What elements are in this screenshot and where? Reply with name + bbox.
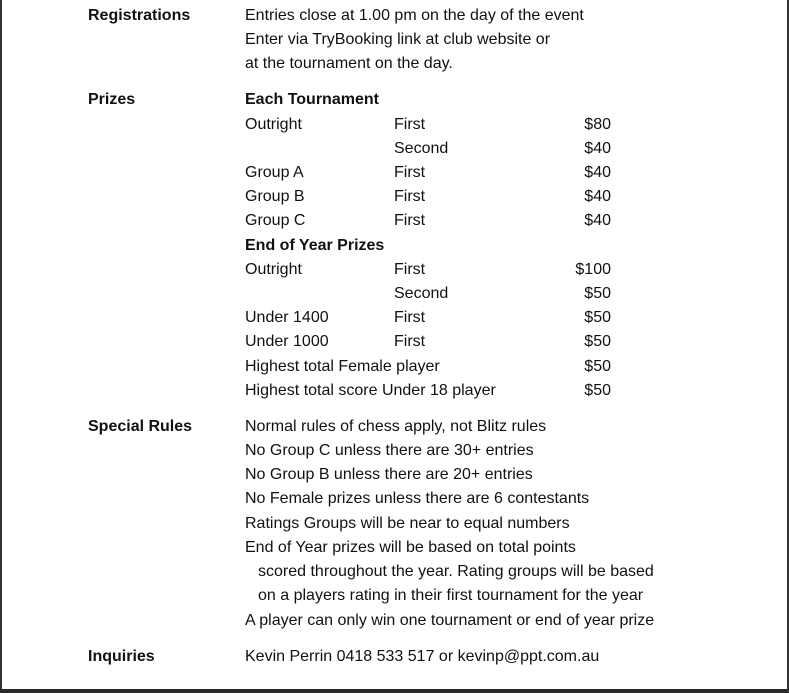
rule-line: Ratings Groups will be near to equal numbers (245, 515, 570, 532)
prize-category: Outright (245, 261, 302, 278)
prize-place: First (394, 309, 426, 326)
end-of-year-heading: End of Year Prizes (245, 237, 385, 254)
prize-place: First (394, 212, 426, 229)
rule-line: A player can only win one tournament or end of year prize (245, 612, 655, 629)
rule-line: Normal rules of chess apply, not Blitz rules (245, 418, 547, 435)
rule-line: No Group C unless there are 30+ entries (245, 442, 534, 459)
special-rules-label: Special Rules (88, 418, 193, 435)
registrations-line: Enter via TryBooking link at club website or (245, 31, 551, 48)
prize-amount: $50 (584, 358, 611, 375)
registrations-line: Entries close at 1.00 pm on the day of the event (245, 7, 584, 24)
prize-place: First (394, 333, 426, 350)
prize-amount: $50 (584, 309, 611, 326)
page-border-left (0, 0, 2, 693)
prize-amount: $40 (584, 188, 611, 205)
prize-amount: $40 (584, 212, 611, 229)
prize-category: Under 1000 (245, 333, 329, 350)
prize-place: First (394, 164, 426, 181)
rule-line: End of Year prizes will be based on total points (245, 539, 576, 556)
prize-place: First (394, 116, 426, 133)
prize-category: Group B (245, 188, 305, 205)
each-tournament-heading: Each Tournament (245, 91, 379, 108)
rule-line: No Group B unless there are 20+ entries (245, 466, 533, 483)
prize-category: Under 1400 (245, 309, 329, 326)
prize-amount: $50 (584, 333, 611, 350)
prize-category: Highest total score Under 18 player (245, 382, 496, 399)
prize-place: Second (394, 140, 449, 157)
prize-amount: $80 (584, 116, 611, 133)
inquiries-label: Inquiries (88, 648, 155, 665)
prizes-label: Prizes (88, 91, 136, 108)
prize-amount: $100 (575, 261, 611, 278)
prize-amount: $50 (584, 382, 611, 399)
prize-place: First (394, 188, 426, 205)
registrations-line: at the tournament on the day. (245, 55, 453, 72)
page-border-bottom (0, 689, 789, 693)
prize-category: Highest total Female player (245, 358, 440, 375)
prize-amount: $50 (584, 285, 611, 302)
prize-amount: $40 (584, 164, 611, 181)
rule-line: scored throughout the year. Rating groups will be based (258, 563, 654, 580)
prize-place: Second (394, 285, 449, 302)
prize-amount: $40 (584, 140, 611, 157)
rule-line: on a players rating in their first tournament for the year (258, 587, 644, 604)
prize-category: Group A (245, 164, 304, 181)
inquiries-contact: Kevin Perrin 0418 533 517 or kevinp@ppt.com.au (245, 648, 600, 665)
registrations-label: Registrations (88, 7, 191, 24)
rule-line: No Female prizes unless there are 6 contestants (245, 490, 590, 507)
prize-place: First (394, 261, 426, 278)
prize-category: Group C (245, 212, 306, 229)
prize-category: Outright (245, 116, 302, 133)
